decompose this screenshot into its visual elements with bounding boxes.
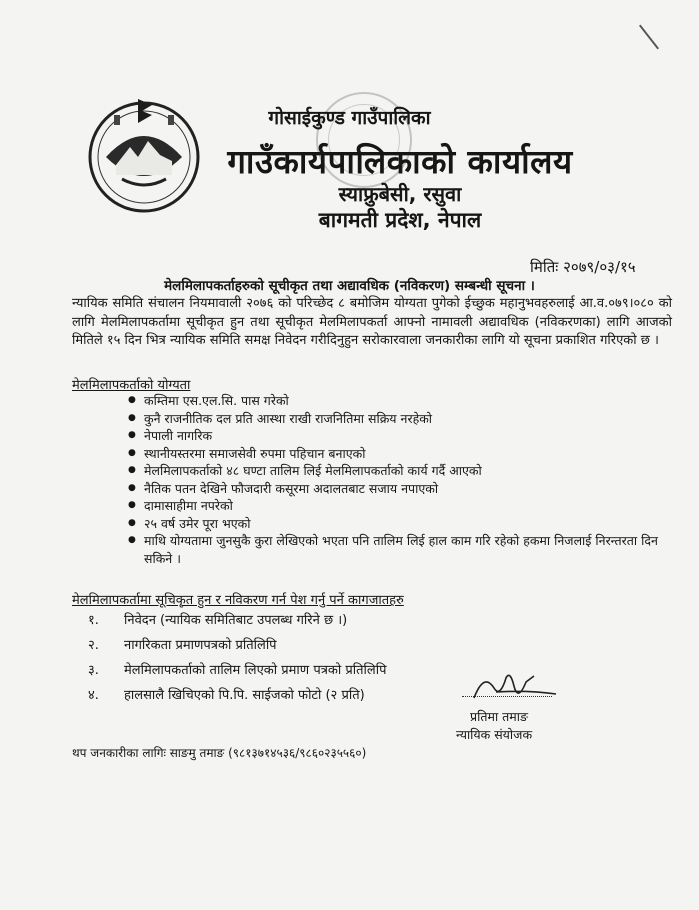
letterhead-province: बागमती प्रदेश, नेपाल [318, 208, 482, 232]
qualification-item: ● मेलमिलापकर्ताको ४८ घण्टा तालिम लिई मेलमिलापकर्ताको कार्य गर्दै आएको [128, 462, 673, 480]
document-number: ४. [88, 688, 99, 703]
document-item [88, 633, 386, 658]
qualifications-heading: मेलमिलापकर्ताको योग्यता [72, 378, 191, 393]
documents-heading: मेलमिलापकर्तामा सूचिकृत हुन र नविकरण गर्न पेश गर्नु पर्ने कागजातहरु [72, 593, 404, 608]
office-name: गोसाईकुण्ड गाउँपालिका [268, 107, 431, 129]
qualifications-list [128, 392, 673, 567]
handwritten-signature [456, 668, 566, 708]
documents-list [88, 608, 386, 708]
document-number: १. [88, 613, 99, 628]
contact-info: थप जनकारीका लागिः साङमु तमाङ (९८१३७१४५३६/९८६०२३५५६०) [72, 746, 367, 760]
document-item [88, 683, 386, 708]
letterhead-place: स्याफ्रुबेसी, रसुवा [338, 182, 462, 206]
qualification-item: ● कम्तिमा एस.एल.सि. पास गरेको [128, 392, 673, 410]
letterhead-title: गाउँकार्यपालिकाको कार्यालय [227, 142, 573, 181]
document-number: ३. [88, 663, 99, 678]
qualification-item: ● नेपाली नागरिक [128, 427, 673, 445]
signatory-name: प्रतिमा तमाङ [470, 709, 528, 724]
notice-body: न्यायिक समिति संचालन नियमावाली २०७६ को परिच्छेद ८ बमोजिम योग्यता पुगेको ईच्छुक महानुभवहरुलाई आ.व.०७९।०८० को लागि मेलमिलापकर्तामा सूचीकृत हुन तथा सूचीकृत मेलमिलापकर्ता आफ्नो नामावली अद्यावधिक (नविकरणका) लागि आजको मितिले १५ दिन भित्र न्यायिक समिति समक्ष निवेदन गरीदिनुहुन सरोकारवाला जनकारीका लागि यो सूचना प्रकाशित गरिएको छ । [72, 296, 672, 348]
stray-pen-mark [639, 25, 659, 50]
document-text: मेलमिलापकर्ताको तालिम लिएको प्रमाण पत्रको प्रतिलिपि [124, 663, 387, 678]
document-item [88, 658, 386, 683]
document-text: नागरिकता प्रमाणपत्रको प्रतिलिपि [124, 638, 277, 653]
document-number: २. [88, 638, 99, 653]
qualification-item: ● नैतिक पतन देखिने फौजदारी कसूरमा अदालतबाट सजाय नपाएको [128, 480, 673, 498]
qualification-item: ● २५ वर्ष उमेर पूरा भएको [128, 515, 673, 533]
document-text: हालसालै खिचिएको पि.पि. साईजको फोटो (२ प्रति) [124, 688, 365, 703]
notice-subject: मेलमिलापकर्ताहरुको सूचीकृत तथा अद्यावधिक (नविकरण) सम्बन्धी सूचना । [164, 278, 535, 294]
notice-date: मितिः २०७९/०३/१५ [530, 258, 636, 276]
document-text: निवेदन (न्यायिक समितिबाट उपलब्ध गरिने छ ।) [124, 613, 348, 628]
signature-line [462, 696, 552, 697]
document-item [88, 608, 386, 633]
qualification-item: ● स्थानीयस्तरमा समाजसेवी रुपमा पहिचान बनाएको [128, 445, 673, 463]
qualification-item: ● माथि योग्यतामा जुनसुकै कुरा लेखिएको भएता पनि तालिम लिई हाल काम गरि रहेको हकमा निजलाई निरन्तरता दिन सकिने । [128, 532, 673, 567]
signatory-title: न्यायिक संयोजक [456, 727, 533, 742]
qualification-item: ● कुनै राजनीतिक दल प्रति आस्था राखी राजनितिमा सक्रिय नरहेको [128, 410, 673, 428]
qualification-item: ● दामासाहीमा नपरेको [128, 497, 673, 515]
